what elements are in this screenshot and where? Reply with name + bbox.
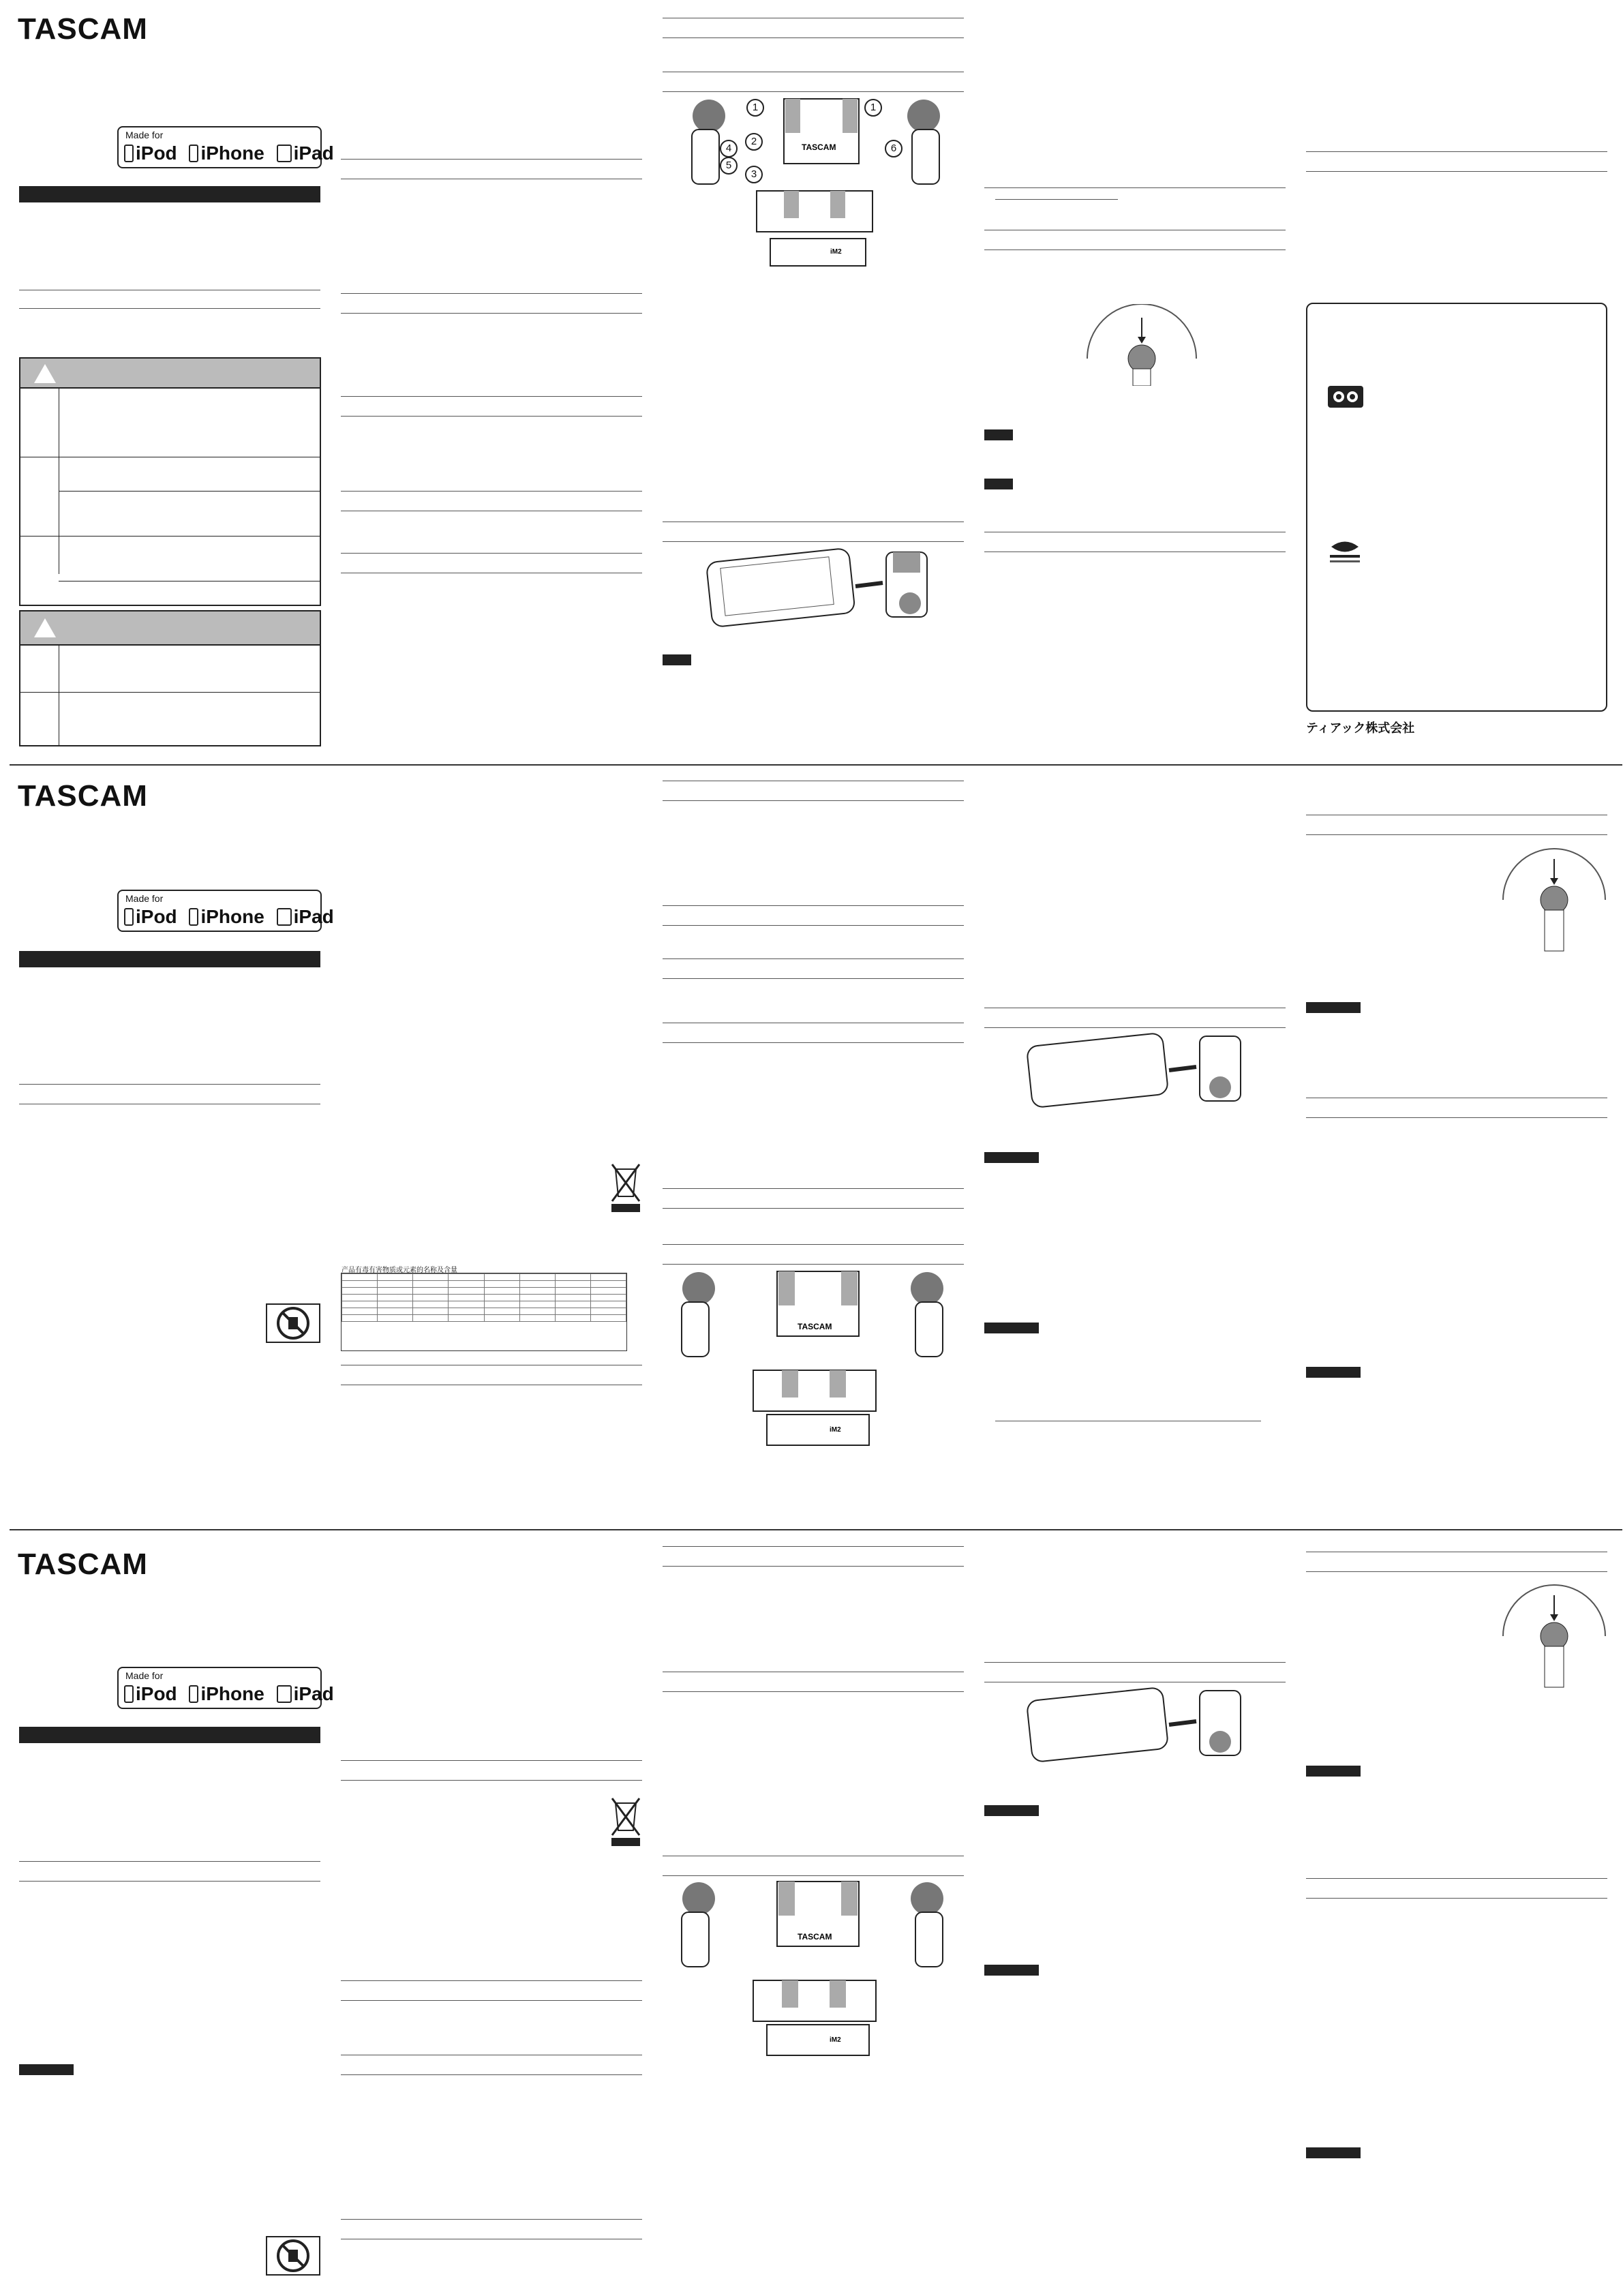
- customer-support-icon: [1326, 384, 1365, 409]
- rule: [341, 553, 642, 554]
- callout-1: 1: [746, 99, 764, 117]
- agreement-icon: [1328, 533, 1362, 567]
- rule: [663, 1566, 964, 1567]
- tascam-logo-2: TASCAM: [18, 779, 148, 813]
- rule: [341, 1760, 642, 1761]
- rule: [1306, 834, 1607, 835]
- rule: [341, 416, 642, 417]
- rule: [341, 1980, 642, 1981]
- iphone-connection-2: [1016, 1029, 1247, 1111]
- rule: [984, 1027, 1286, 1028]
- product-iphone: iPhone: [200, 142, 264, 164]
- note-tag: [663, 654, 691, 665]
- rule: [341, 293, 642, 294]
- rule: [19, 1881, 320, 1882]
- rule: [663, 1188, 964, 1189]
- mic-diagram: [682, 95, 954, 300]
- note-tag: [984, 479, 1013, 489]
- product-ipod: iPod: [136, 906, 177, 927]
- rule: [663, 1691, 964, 1692]
- callout-3: 3: [745, 166, 763, 183]
- rule: [663, 978, 964, 979]
- device-label: TASCAM: [798, 1932, 832, 1942]
- rule: [663, 1875, 964, 1876]
- rule: [663, 541, 964, 542]
- rule: [663, 1546, 964, 1547]
- rule: [1306, 1571, 1607, 1572]
- caution-triangle-icon: [34, 618, 56, 637]
- mic-diagram-2: [671, 1268, 958, 1472]
- note-tag: [1306, 1766, 1361, 1777]
- rule: [663, 800, 964, 801]
- note-tag: [984, 1323, 1039, 1333]
- title-band: [19, 1727, 320, 1743]
- rule: [663, 1264, 964, 1265]
- rohs-table: [341, 1267, 627, 1351]
- rule: [663, 925, 964, 926]
- note-tag: [1306, 1002, 1361, 1013]
- rule: [341, 313, 642, 314]
- note-tag: [984, 1152, 1039, 1163]
- rule: [1306, 1898, 1607, 1899]
- no-disposal-icon: [266, 1303, 320, 1343]
- tascam-logo: TASCAM: [18, 12, 148, 46]
- rule: [663, 1042, 964, 1043]
- rule: [995, 199, 1118, 200]
- product-iphone: iPhone: [200, 1683, 264, 1704]
- polar-pattern-2: [1500, 845, 1609, 961]
- iphone-connection: [695, 545, 941, 627]
- device-label: TASCAM: [798, 1322, 832, 1331]
- rule: [663, 958, 964, 959]
- rohs-table-title: 产品有毒有害物质或元素的名称及含量: [342, 1267, 457, 1274]
- note-tag: [1306, 1367, 1361, 1378]
- rule: [19, 1861, 320, 1862]
- no-disposal-icon-2: [266, 2236, 320, 2276]
- polar-pattern-3: [1500, 1582, 1609, 1697]
- callout-4: 4: [720, 140, 738, 157]
- tascam-logo-3: TASCAM: [18, 1547, 148, 1581]
- title-band: [19, 186, 320, 202]
- support-box: [1306, 303, 1607, 712]
- polar-pattern: [1084, 304, 1200, 386]
- warning-triangle-icon: [34, 364, 56, 383]
- rule: [663, 1208, 964, 1209]
- product-iphone: iPhone: [200, 906, 264, 927]
- rule: [341, 2219, 642, 2220]
- callout-2: 2: [745, 133, 763, 151]
- note-tag: [19, 2064, 74, 2075]
- iphone-connection-3: [1016, 1684, 1247, 1766]
- product-ipad: iPad: [293, 142, 334, 164]
- safety-warning-box: [19, 357, 321, 606]
- rule: [663, 905, 964, 906]
- rule: [341, 2000, 642, 2001]
- made-for-label: Made for: [125, 130, 164, 140]
- rule: [663, 91, 964, 92]
- rule: [19, 308, 320, 309]
- warning-header: [20, 359, 320, 389]
- recycle-bin-icon-2: [610, 1793, 641, 1847]
- model-label: iM2: [830, 1426, 841, 1434]
- rule: [341, 491, 642, 492]
- rule: [1306, 1878, 1607, 1879]
- model-label: iM2: [830, 248, 842, 256]
- rule: [663, 37, 964, 38]
- note-tag: [1306, 2147, 1361, 2158]
- rule: [341, 1780, 642, 1781]
- made-for-label: Made for: [125, 1670, 164, 1681]
- rule: [341, 2074, 642, 2075]
- company-name: ティアック株式会社: [1306, 721, 1415, 735]
- callout-5: 5: [720, 157, 738, 175]
- mic-diagram-3: [671, 1878, 958, 2083]
- product-ipod: iPod: [136, 142, 177, 164]
- rule: [663, 1244, 964, 1245]
- section-divider-1: [10, 764, 1622, 766]
- note-tag: [984, 1965, 1039, 1976]
- made-for-badge: [117, 126, 334, 168]
- callout-6: 6: [885, 140, 902, 157]
- caution-box: [19, 610, 321, 746]
- rule: [1306, 171, 1607, 172]
- note-tag: [984, 1805, 1039, 1816]
- rule: [984, 1662, 1286, 1663]
- made-for-label: Made for: [125, 893, 164, 904]
- rule: [1306, 151, 1607, 152]
- callout-1b: 1: [864, 99, 882, 117]
- made-for-badge-2: [117, 890, 334, 932]
- rule: [19, 1084, 320, 1085]
- made-for-badge-3: [117, 1667, 334, 1709]
- rule: [1306, 1117, 1607, 1118]
- model-label: iM2: [830, 2036, 841, 2044]
- rule: [984, 187, 1286, 188]
- product-ipod: iPod: [136, 1683, 177, 1704]
- title-band: [19, 951, 320, 967]
- rule: [341, 396, 642, 397]
- note-tag: [984, 429, 1013, 440]
- device-label: TASCAM: [802, 142, 836, 152]
- caution-header: [20, 611, 320, 646]
- recycle-bin-icon: [610, 1159, 641, 1213]
- product-ipad: iPad: [293, 906, 334, 927]
- section-divider-2: [10, 1529, 1622, 1530]
- rule: [341, 159, 642, 160]
- product-ipad: iPad: [293, 1683, 334, 1704]
